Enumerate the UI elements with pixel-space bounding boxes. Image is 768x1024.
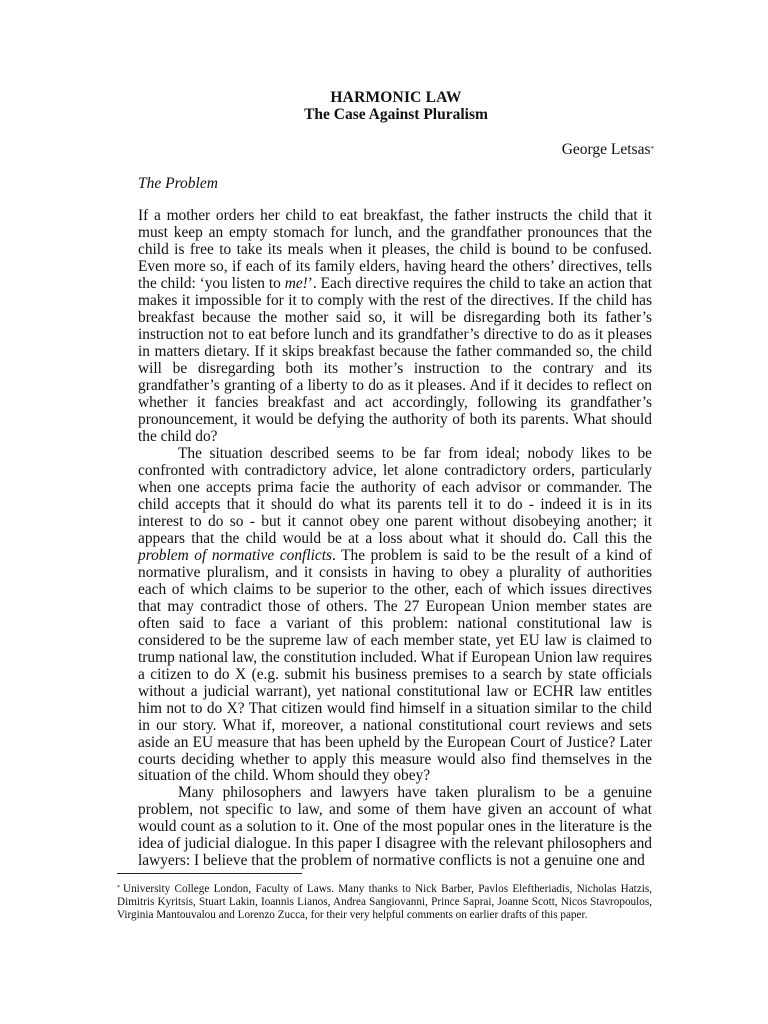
- paragraph-1-part-a: If a mother orders her child to eat breakfast, the father instructs the child that it must keep an empty stomach for lunch, and the grandfather pronounces that the child is free to take its meals when it pleases, the child is bound to be confused. Even more so, if each of its family elders, having heard the others’ directives, tells the child: ‘you listen to: [138, 207, 652, 292]
- paragraph-1: [138, 207, 652, 445]
- footnote-separator: [117, 873, 302, 874]
- author-footnote-mark: *: [650, 145, 654, 153]
- paragraph-1-part-b: ’. Each directive requires the child to take an action that makes it impossible for it to comply with the rest of the directives. If the child has breakfast because the mother said so, it will be disregarding both its father’s instruction not to eat before lunch and its grandfather’s directive to do as it pleases in matters dietary. If it skips breakfast because the father commanded so, the child will be disregarding both its mother’s instruction to the contrary and its grandfather’s granting of a liberty to do as it pleases. And if it decides to reflect on whether it fancies breakfast and act accordingly, following its grandfather’s pronouncement, it would be defying the authority of both its parents. What should the child do?: [138, 274, 652, 445]
- author-line: [562, 141, 654, 158]
- paragraph-2-emphasis: problem of normative conflicts: [138, 546, 332, 564]
- footnote-mark: *: [117, 885, 120, 891]
- footnote: [117, 882, 652, 923]
- paragraph-1-emphasis: me!: [284, 274, 308, 292]
- body-text: [138, 207, 652, 869]
- section-heading: The Problem: [138, 175, 218, 192]
- paragraph-2-part-a: The situation described seems to be far from ideal; nobody likes to be confronted with contradictory advice, let alone contradictory orders, particularly when one accepts prima facie the authority of each advisor or commander. The child accepts that it should do what its parents tell it to do - indeed it is in its interest to do so - but it cannot obey one parent without disobeying another; it appears that the child would be at a loss about what it should do. Call this the: [138, 444, 652, 547]
- footnote-text: University College London, Faculty of Laws. Many thanks to Nick Barber, Pavlos Eleftheriadis, Nicholas Hatzis, Dimitris Kyritsis, Stuart Lakin, Ioannis Lianos, Andrea Sangiovanni, Prince Saprai, Joanne Scott, Nicos Stavropoulos, Virginia Mantouvalou and Lorenzo Zucca, for their very helpful comments on earlier drafts of this paper.: [117, 883, 652, 922]
- paragraph-2: [138, 445, 652, 785]
- paragraph-2-part-b: . The problem is said to be the result of a kind of normative pluralism, and it consists in having to obey a plurality of authorities each of which claims to be superior to the other, each of which issues directives that may contradict those of others. The 27 European Union member states are often said to face a variant of this problem: national constitutional law is considered to be the supreme law of each member state, yet EU law is claimed to trump national law, the constitution included. What if European Union law requires a citizen to do X (e.g. submit his business premises to a search by state officials without a judicial warrant), yet national constitutional law or ECHR law entitles him not to do X? That citizen would find himself in a situation similar to the child in our story. What if, moreover, a national constitutional court reviews and sets aside an EU measure that has been upheld by the European Court of Justice? Later courts deciding whether to apply this measure would also find themselves in the situation of the child. Whom should they obey?: [138, 546, 652, 785]
- paragraph-3: Many philosophers and lawyers have taken pluralism to be a genuine problem, not specific to law, and some of them have given an account of what would count as a solution to it. One of the most popular ones in the literature is the idea of judicial dialogue. In this paper I disagree with the relevant philosophers and lawyers: I believe that the problem of normative conflicts is not a genuine one and: [138, 784, 652, 870]
- paper-title: HARMONIC LAW: [330, 89, 462, 106]
- paper-subtitle: The Case Against Pluralism: [304, 106, 488, 123]
- author-name: George Letsas: [561, 141, 651, 158]
